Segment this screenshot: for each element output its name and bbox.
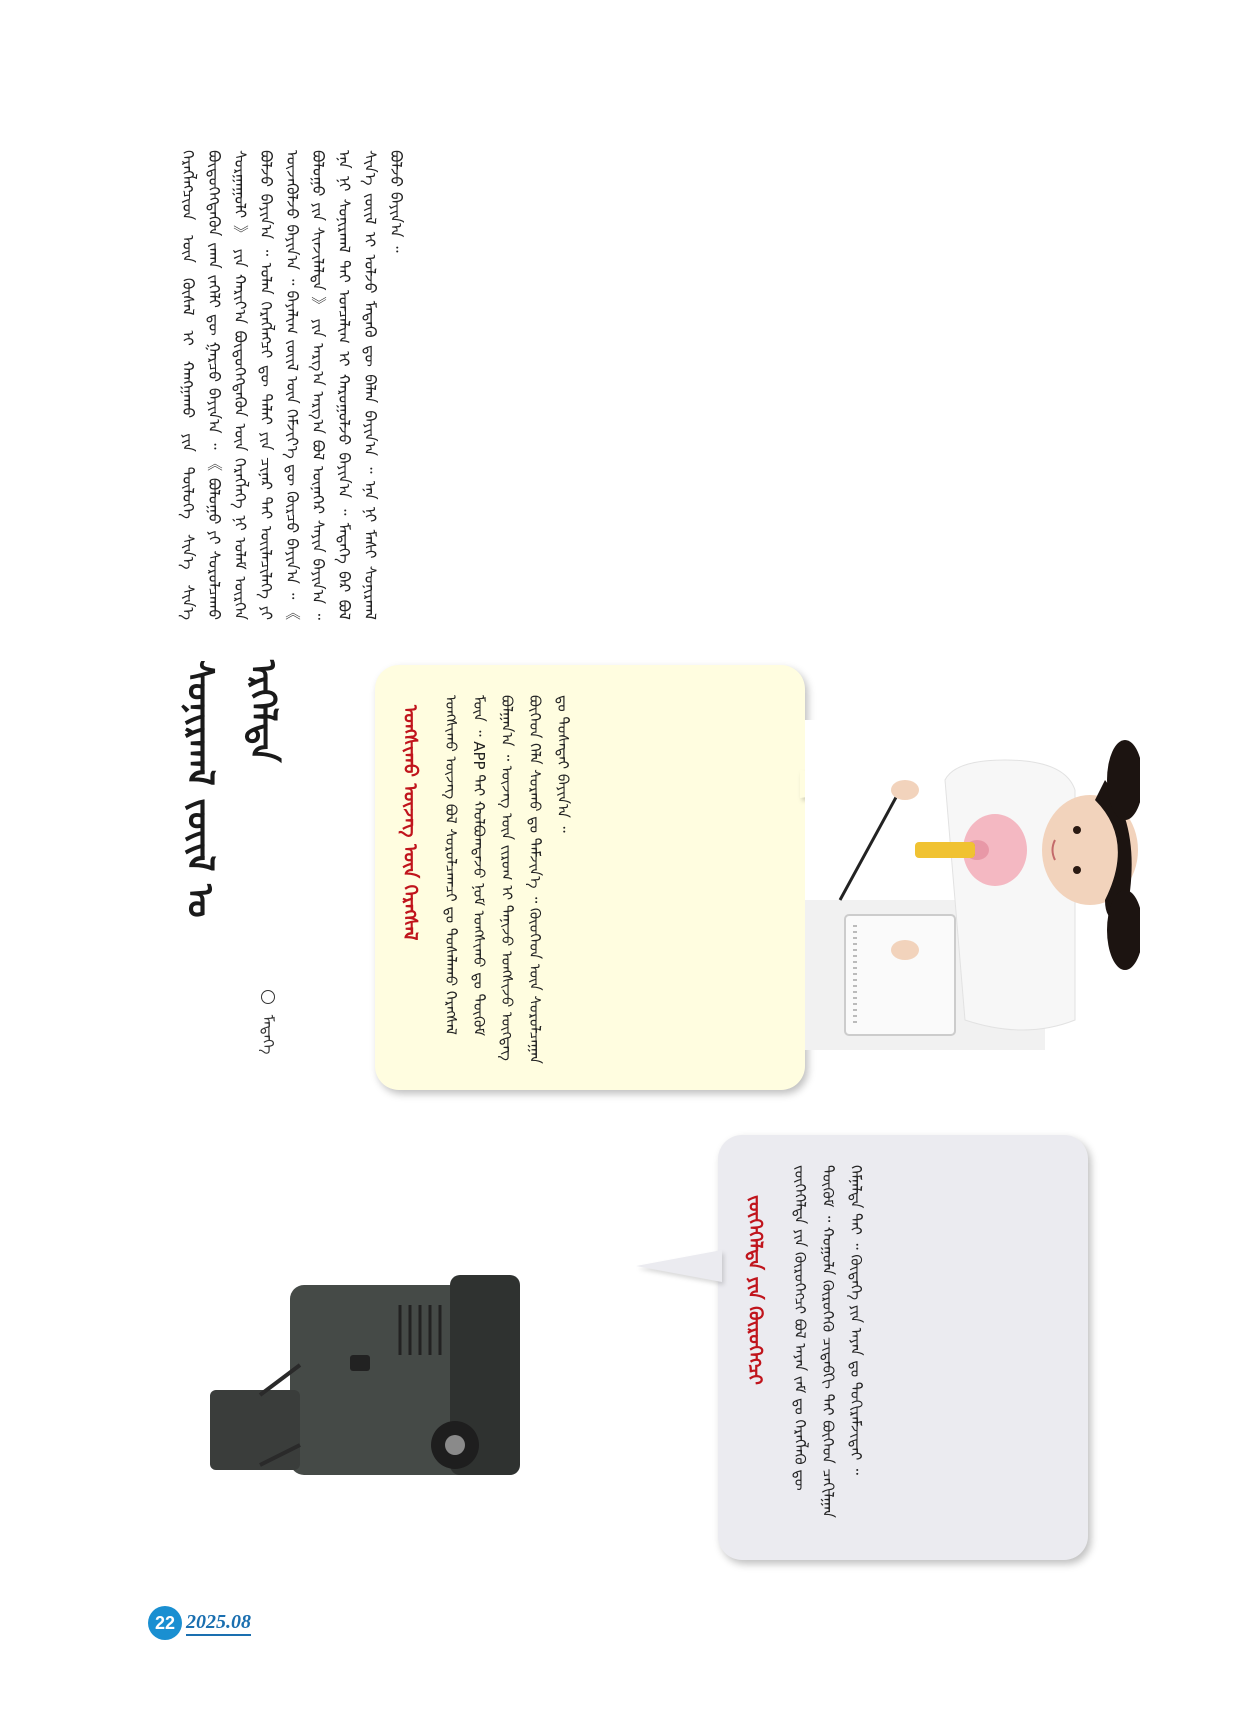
page-number: 22 [148,1606,182,1640]
circle-icon [261,990,275,1004]
article-title: ᠰᠣᠨᠢᠷᠬᠠᠯ ᠵᠦᠢᠯ ᠤ ᠡᠷᠭᠡᠯᠲᠡ [179,660,283,918]
portable-cooler-photo [200,1245,570,1495]
bubble-title: ᠤᠩᠰᠢᠬᠤ ᠦᠵᠡᠭ ᠦᠨ ᠬᠡᠷᠡᠭᠰᠡᠯ [399,705,421,941]
page-footer [148,1608,251,1638]
author-byline [255,990,281,1100]
speech-bubble-tail [636,1250,722,1282]
article-body: ᠬᠡᠷᠡᠭᠯᠡᠭᠴᠢᠳ ᠦᠨ ᠬᠦᠰᠡᠯ ᠢ ᠬᠠᠩᠭᠠᠬᠤ ᠶᠢᠨ ᠲᠥᠯᠥᠭᠡ ᠰᠢᠨ᠎ᠡ ᠰᠢᠨ᠎ᠡ ᠪᠦᠲᠦᠭᠡᠭᠳᠡᠬᠦᠨ ᠵᠠᠬᠠ ᠵᠡᠭᠡᠯᠢ ᠳᠦ ᠭᠠᠷᠴᠤ ᠪᠠᠶᠢᠨ᠎ᠠ ᠃ 《 ᠪᠣᠯᠣᠭᠤ ᠶᠢ ᠰᠤᠷᠤᠯᠴᠠᠬᠤ ᠰᠤᠷᠭᠠᠭᠤᠯᠢ 》 ᠶᠢᠨ ᠬᠠᠷᠢᠶ᠎ᠠ ᠪᠦᠲᠦᠭᠡᠭᠳᠡᠬᠦᠨ ᠦᠨ ᠬᠡᠷᠡᠭᠯᠡᠭᠡ ᠨᠢ ᠤᠯᠠᠮ ᠥᠷᠭᠡᠨ ᠪᠣᠯᠵᠤ ᠪᠠᠶᠢᠨ᠎ᠠ ᠃ ᠣᠯᠠᠨ ᠬᠡᠷᠡᠭᠯᠡᠭᠴᠢ ᠳᠦ ᠳᠠᠯᠠᠢ ᠶᠢᠨ ᠴᠢᠨᠠᠷ ᠲᠠᠢ ᠦᠢᠯᠡᠴᠢᠯᠡᠭᠡ ᠶᠢ ᠦᠵᠡᠭᠦᠯᠵᠦ ᠪᠠᠶᠢᠨ᠎ᠠ ᠃ ᠪᠠᠶᠠᠯᠢᠭ ᠵᠦᠢᠯ ᠦᠨ ᠬᠡᠮᠵᠢᠶ᠎ᠡ ᠳᠦ ᠬᠦᠷᠴᠦ ᠪᠠᠶᠢᠨ᠎ᠠ ᠃ 《 ᠪᠣᠯᠣᠭᠤ ᠶᠢᠨ ᠰᠢᠨᠵᠢᠯᠡᠯᠲᠡ 》 ᠶᠢᠨ ᠠᠷᠭ᠎ᠠ ᠠᠷᠭ᠎ᠠ ᠪᠣᠯ ᠦᠨᠡᠬᠡᠷ ᠰᠠᠶᠢᠨ ᠪᠠᠶᠢᠨ᠎ᠠ ᠃ ᠡᠨᠡ ᠨᠢ ᠰᠣᠨᠢᠷᠬᠠᠯ ᠲᠠᠢ ᠣᠨᠴᠠᠯᠢᠭ ᠢ ᠬᠠᠷᠤᠭᠤᠯᠵᠤ ᠪᠠᠶᠢᠨ᠎ᠠ ᠃ ᠮᠡᠳᠡᠭᠡ ᠪᠠᠷ ᠪᠣᠯ ᠰᠢᠨ᠎ᠡ ᠵᠦᠢᠯ ᠢ ᠣᠯᠵᠤ ᠮᠡᠳᠡᠬᠦ ᠳᠦ ᠪᠡᠯᠡᠨ ᠪᠠᠶᠢᠨ᠎ᠠ ᠃ ᠡᠨᠡ ᠨᠢ ᠮᠠᠰᠢ ᠰᠣᠨᠢᠷᠬᠠᠯ ᠪᠣᠯᠵᠤ ᠪᠠᠶᠢᠨ᠎ᠠ ᠃ [179,150,405,620]
speech-bubble-study [375,665,805,1090]
bubble-text: ᠤᠩᠰᠢᠬᠤ ᠦᠵᠡᠭ ᠪᠣᠯ ᠰᠤᠷᠤᠯᠴᠠᠭᠴᠢ ᠳᠤ ᠲᠤᠰᠠᠯᠠᠬᠤ ᠬᠡᠷᠡᠭᠰᠡᠯ ᠮᠥᠨ ᠃ APP ᠲᠠᠢ ᠬᠣᠯᠪᠣᠭᠳᠠᠵᠤ ᠨᠣᠮ ᠤᠩᠰᠢᠬᠤ ᠳᠤ ᠳᠥᠬᠥᠮ ᠪᠣᠯᠭᠠᠨ᠎ᠠ ᠃ ᠦᠵᠡᠭ ᠦᠨ ᠵᠢᠷᠤᠭ ᠢ ᠲᠠᠨᠢᠵᠤ ᠤᠩᠰᠢᠵᠤ ᠥᠭᠳᠡᠭ ᠪᠥᠭᠡᠳ ᠬᠡᠯᠡ ᠰᠤᠷᠬᠤ ᠳᠤ ᠳᠡᠮᠵᠢᠨ᠎ᠡ ᠃ ᠬᠦᠦᠬᠡᠳ ᠦᠨ ᠰᠤᠷᠤᠯᠴᠠᠭᠠᠨ ᠳᠤ ᠲᠤᠰᠠᠲᠠᠢ ᠪᠠᠶᠢᠨ᠎ᠠ ᠃ [442,695,572,1064]
author-name: ᠮᠡᠳᠡᠭᠡ [259,1014,277,1055]
bubble-text: ᠵᠥᠭᠡᠭᠡᠯᠳᠡ ᠶᠢᠨ ᠬᠥᠷᠥᠭᠡᠭᠴᠢ ᠪᠣᠯ ᠠᠶᠠᠨ ᠵᠠᠮ ᠳᠤ ᠬᠡᠷᠡᠭᠯᠡᠬᠦ ᠳᠦ ᠳᠥᠬᠥᠮ ᠃ ᠬᠣᠭᠣᠯᠠ ᠬᠥᠷᠥᠭᠡᠬᠦ ᠴᠢᠳᠠᠪᠬᠢ ᠲᠠᠢ ᠪᠥᠭᠡᠳ ᠴᠠᠬᠢᠯᠭᠠᠨ ᠬᠡᠮᠨᠡᠯᠲᠡ ᠲᠠᠢ ᠃ ᠬᠦᠳᠡᠭᠡ ᠶᠢᠨ ᠠᠶᠠᠨ ᠳᠤ ᠲᠣᠬᠢᠷᠠᠮᠵᠢᠲᠠᠢ ᠃ [791,1165,865,1518]
speech-bubble-fridge [718,1135,1088,1560]
bubble-title: ᠵᠥᠭᠡᠭᠡᠯᠳᠡ ᠶᠢᠨ ᠬᠥᠷᠥᠭᠡᠭᠴᠢ [744,1195,766,1385]
issue-date: 2025.08 [186,1611,251,1636]
girl-with-reading-pen-photo [805,720,1140,1050]
